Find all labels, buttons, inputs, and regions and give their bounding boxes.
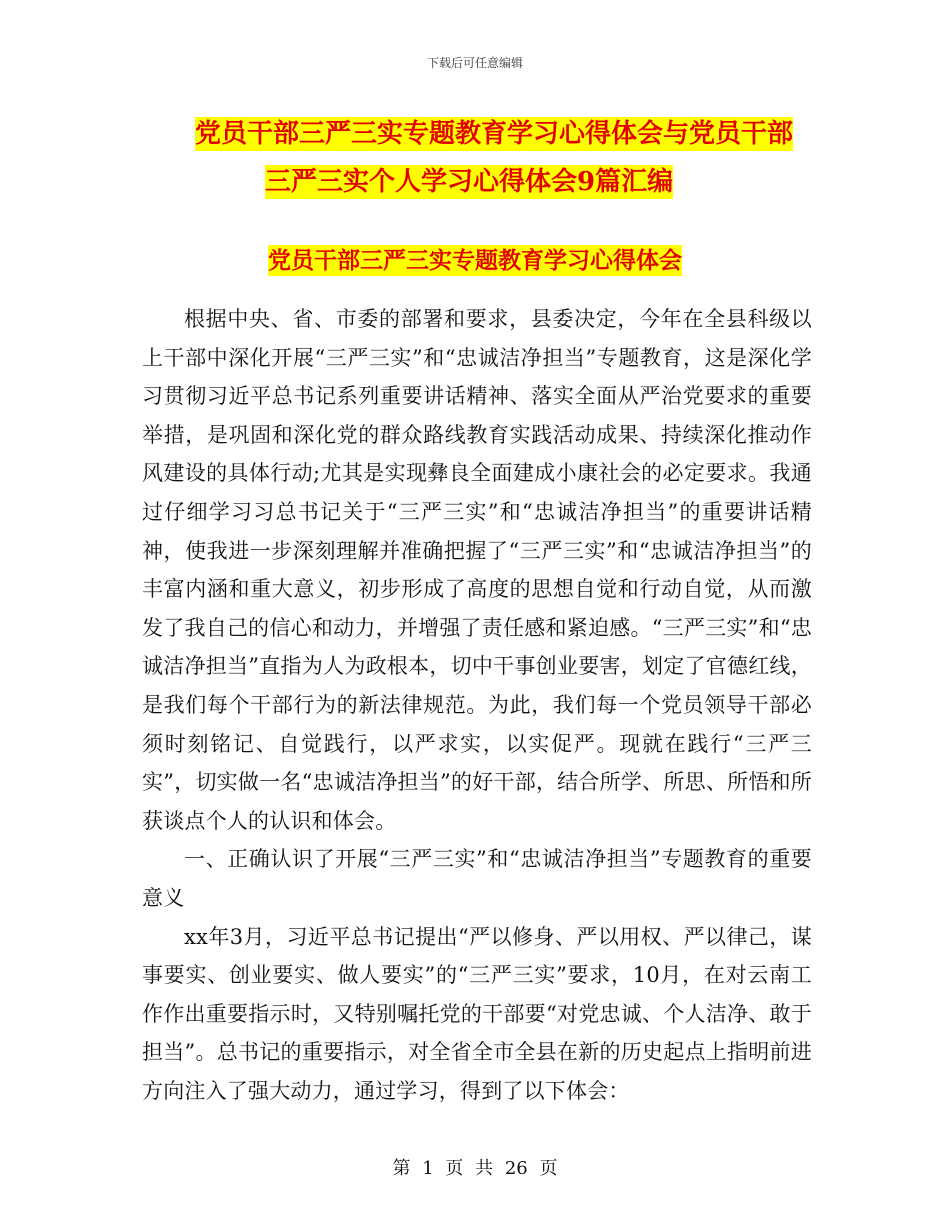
document-title: [140, 110, 830, 206]
section-title: 党员干部三严三实专题教育学习心得体会: [268, 247, 682, 274]
paragraph: 根据中央、省、市委的部署和要求，县委决定，今年在全县科级以上干部中深化开展“三严三实”和“忠诚洁净担当”专题教育，这是深化学习贯彻习近平总书记系列重要讲话精神、落实全面从严治党要求的重要举措，是巩固和深化党的群众路线教育实践活动成果、持续深化推动作风建设的具体行动;尤其是实现彝良全面建成小康社会的必定要求。我通过仔细学习习总书记关于“三严三实”和“忠诚洁净担当”的重要讲话精神，使我进一步深刻理解并准确把握了“三严三实”和“忠诚洁净担当”的丰富内涵和重大意义，初步形成了高度的思想自觉和行动自觉，从而激发了我自己的信心和动力，并增强了责任感和紧迫感。“三严三实”和“忠诚洁净担当”直指为人为政根本，切中干事创业要害，划定了官德红线，是我们每个干部行为的新法律规范。为此，我们每一个党员领导干部必须时刻铭记、自觉践行，以严求实，以实促严。现就在践行“三严三实”，切实做一名“忠诚洁净担当”的好干部，结合所学、所思、所悟和所获谈点个人的认识和体会。: [142, 307, 812, 833]
header-note: 下载后可任意编辑: [426, 56, 523, 70]
title-line-2: 三严三实个人学习心得体会9篇汇编: [265, 167, 674, 197]
document-body: [142, 300, 812, 1110]
title-line-1: 党员干部三严三实专题教育学习心得体会与党员干部: [195, 119, 794, 149]
section-heading: 一、正确认识了开展“三严三实”和“忠诚洁净担当”专题教育的重要意义: [142, 847, 812, 910]
paragraph: xx年3月，习近平总书记提出“严以修身、严以用权、严以律己，谋事要实、创业要实、做人要实”的“三严三实”要求，10月，在对云南工作作出重要指示时，又特别嘱托党的干部要“对党忠诚、个人洁净、敢于担当”。总书记的重要指示，对全省全市全县在新的历史起点上指明前进方向注入了强大动力，通过学习，得到了以下体会：: [142, 924, 812, 1103]
page-footer: 第 1 页 共 26 页: [392, 1158, 558, 1179]
